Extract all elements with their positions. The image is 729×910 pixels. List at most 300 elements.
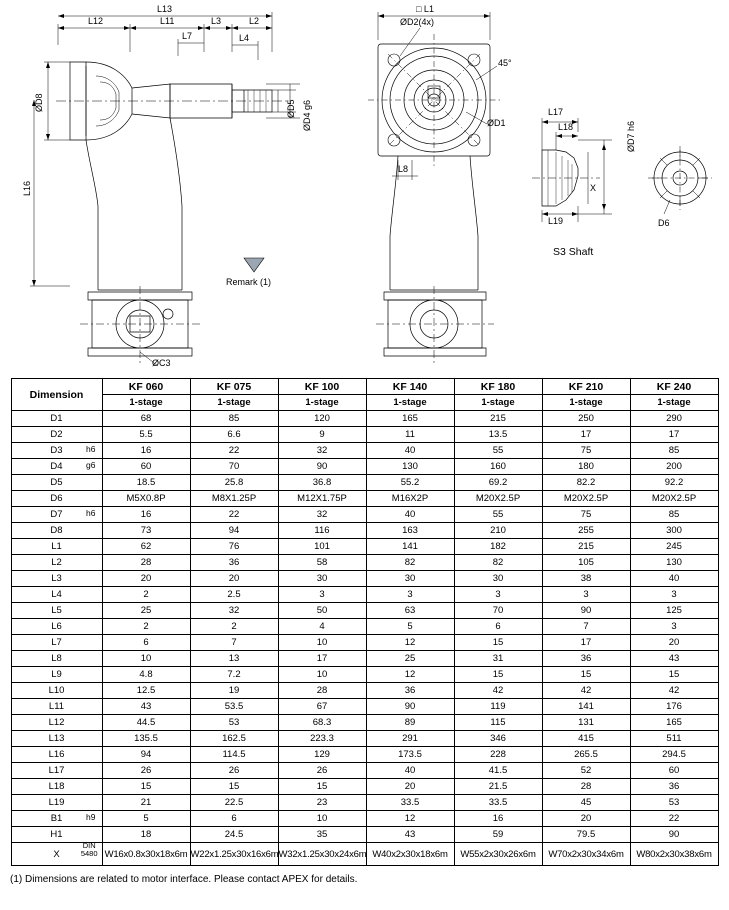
cell: 50 <box>278 603 366 619</box>
cell: 228 <box>454 747 542 763</box>
cell: 60 <box>630 763 718 779</box>
row-label-D1 <box>11 411 102 427</box>
cell: 55.2 <box>366 475 454 491</box>
cell: 7 <box>190 635 278 651</box>
cell: 19 <box>190 683 278 699</box>
row-name: D5 <box>50 477 63 488</box>
cell: 53 <box>190 715 278 731</box>
cell: W55x2x30x26x6m <box>454 843 542 866</box>
cell: 10 <box>278 811 366 827</box>
cell: 6 <box>190 811 278 827</box>
cell: 44.5 <box>102 715 190 731</box>
cell: 2 <box>102 619 190 635</box>
table-row <box>11 795 718 811</box>
row-name: L19 <box>48 797 65 808</box>
cell: 82.2 <box>542 475 630 491</box>
cell: 5 <box>102 811 190 827</box>
cell: 40 <box>366 763 454 779</box>
header-model-3: KF 140 <box>366 379 454 395</box>
row-label-X <box>11 843 102 866</box>
row-label-D2 <box>11 427 102 443</box>
cell: 22 <box>190 443 278 459</box>
cell: 130 <box>366 459 454 475</box>
cell: 3 <box>630 619 718 635</box>
cell: 4 <box>278 619 366 635</box>
cell: 28 <box>278 683 366 699</box>
row-label-L6 <box>11 619 102 635</box>
cell: 90 <box>630 827 718 843</box>
row-label-L11 <box>11 699 102 715</box>
cell: 36 <box>630 779 718 795</box>
row-label-L1 <box>11 539 102 555</box>
standard-line1: DIN <box>82 841 96 850</box>
cell: M20X2.5P <box>542 491 630 507</box>
row-tol: h6 <box>86 508 96 518</box>
dimension-table <box>11 378 719 866</box>
cell: 25 <box>102 603 190 619</box>
row-name: D3 <box>50 445 63 456</box>
cell: M12X1.75P <box>278 491 366 507</box>
row-label-L18 <box>11 779 102 795</box>
cell: 15 <box>278 779 366 795</box>
cell: 180 <box>542 459 630 475</box>
cell: 13 <box>190 651 278 667</box>
cell: 94 <box>102 747 190 763</box>
table-row <box>11 779 718 795</box>
cell: 4.8 <box>102 667 190 683</box>
cell: 25.8 <box>190 475 278 491</box>
cell: 22 <box>190 507 278 523</box>
cell: 35 <box>278 827 366 843</box>
table-row <box>11 587 718 603</box>
cell: 43 <box>366 827 454 843</box>
cell: 105 <box>542 555 630 571</box>
cell: 25 <box>366 651 454 667</box>
table-row <box>11 539 718 555</box>
cell: 120 <box>278 411 366 427</box>
cell: 12.5 <box>102 683 190 699</box>
table-row <box>11 427 718 443</box>
cell: 294.5 <box>630 747 718 763</box>
cell: 59 <box>454 827 542 843</box>
cell: 3 <box>366 587 454 603</box>
row-name: D2 <box>50 429 63 440</box>
cell: 21 <box>102 795 190 811</box>
cell: 85 <box>630 507 718 523</box>
table-row <box>11 747 718 763</box>
cell: 36 <box>542 651 630 667</box>
row-standard <box>81 842 98 858</box>
cell: 2.5 <box>190 587 278 603</box>
label-L1: □ L1 <box>416 4 434 14</box>
table-row <box>11 507 718 523</box>
cell: 255 <box>542 523 630 539</box>
cell: 20 <box>542 811 630 827</box>
stage-1: 1-stage <box>190 395 278 411</box>
cell: 101 <box>278 539 366 555</box>
row-label-L4 <box>11 587 102 603</box>
cell: 17 <box>542 427 630 443</box>
cell: 75 <box>542 443 630 459</box>
cell: 36 <box>190 555 278 571</box>
cell: 16 <box>454 811 542 827</box>
table-row <box>11 619 718 635</box>
cell: 28 <box>542 779 630 795</box>
cell: M16X2P <box>366 491 454 507</box>
cell: 42 <box>542 683 630 699</box>
row-name: L17 <box>48 765 65 776</box>
cell: 15 <box>190 779 278 795</box>
row-label-D8 <box>11 523 102 539</box>
cell: 89 <box>366 715 454 731</box>
table-row <box>11 827 718 843</box>
cell: 15 <box>542 667 630 683</box>
table-row <box>11 683 718 699</box>
cell: M5X0.8P <box>102 491 190 507</box>
cell: 7.2 <box>190 667 278 683</box>
cell: 18 <box>102 827 190 843</box>
cell: 53 <box>630 795 718 811</box>
row-label-D5 <box>11 475 102 491</box>
table-row <box>11 811 718 827</box>
cell: M20X2.5P <box>454 491 542 507</box>
cell: 33.5 <box>454 795 542 811</box>
cell: 17 <box>542 635 630 651</box>
cell: 12 <box>366 667 454 683</box>
label-D1: ØD1 <box>487 118 506 128</box>
cell: 15 <box>102 779 190 795</box>
header-model-4: KF 180 <box>454 379 542 395</box>
cell: 20 <box>630 635 718 651</box>
table-row <box>11 715 718 731</box>
cell: 13.5 <box>454 427 542 443</box>
row-name: L3 <box>51 573 62 584</box>
cell: 32 <box>190 603 278 619</box>
cell: 90 <box>366 699 454 715</box>
row-label-L13 <box>11 731 102 747</box>
row-name: L16 <box>48 749 65 760</box>
label-D5: ØD5 <box>286 99 296 118</box>
cell: 215 <box>454 411 542 427</box>
row-label-L5 <box>11 603 102 619</box>
table-row <box>11 523 718 539</box>
cell: 69.2 <box>454 475 542 491</box>
cell: 23 <box>278 795 366 811</box>
cell: 85 <box>190 411 278 427</box>
label-L19: L19 <box>548 216 564 226</box>
row-name: L6 <box>51 621 62 632</box>
row-label-L10 <box>11 683 102 699</box>
label-X: X <box>590 183 597 193</box>
cell: 28 <box>102 555 190 571</box>
cell: 5 <box>366 619 454 635</box>
cell: 82 <box>454 555 542 571</box>
label-L12: L12 <box>88 16 104 26</box>
cell: W22x1.25x30x16x6m <box>190 843 278 866</box>
cell: 16 <box>102 443 190 459</box>
row-label-D3 <box>11 443 102 459</box>
cell: 70 <box>190 459 278 475</box>
row-label-L2 <box>11 555 102 571</box>
table-header-row <box>11 379 718 395</box>
cell: W32x1.25x30x24x6m <box>278 843 366 866</box>
row-name: L13 <box>48 733 65 744</box>
cell: 290 <box>630 411 718 427</box>
label-L11: L11 <box>160 16 175 26</box>
cell: 6 <box>454 619 542 635</box>
cell: 131 <box>542 715 630 731</box>
table-row <box>11 491 718 507</box>
row-name: D7 <box>50 509 63 520</box>
cell: 70 <box>454 603 542 619</box>
cell: 26 <box>190 763 278 779</box>
stage-3: 1-stage <box>366 395 454 411</box>
cell: W70x2x30x34x6m <box>542 843 630 866</box>
cell: 135.5 <box>102 731 190 747</box>
cell: 11 <box>366 427 454 443</box>
standard-line2: 5480 <box>80 849 98 858</box>
cell: 10 <box>102 651 190 667</box>
cell: 114.5 <box>190 747 278 763</box>
row-name: L12 <box>48 717 65 728</box>
cell: 12 <box>366 635 454 651</box>
cell: 30 <box>278 571 366 587</box>
cell: 511 <box>630 731 718 747</box>
cell: 300 <box>630 523 718 539</box>
table-row <box>11 763 718 779</box>
cell: 73 <box>102 523 190 539</box>
cell: 40 <box>366 443 454 459</box>
cell: 15 <box>630 667 718 683</box>
row-tol: h6 <box>86 444 96 454</box>
cell: 42 <box>454 683 542 699</box>
header-model-1: KF 075 <box>190 379 278 395</box>
cell: 92.2 <box>630 475 718 491</box>
row-name: L4 <box>51 589 62 600</box>
cell: 3 <box>454 587 542 603</box>
cell: 291 <box>366 731 454 747</box>
cell: 17 <box>278 651 366 667</box>
cell: 79.5 <box>542 827 630 843</box>
cell: 32 <box>278 507 366 523</box>
cell: 215 <box>542 539 630 555</box>
stage-5: 1-stage <box>542 395 630 411</box>
row-label-L7 <box>11 635 102 651</box>
cell: 10 <box>278 667 366 683</box>
table-row <box>11 699 718 715</box>
cell: 38 <box>542 571 630 587</box>
header-model-5: KF 210 <box>542 379 630 395</box>
cell: 2 <box>190 619 278 635</box>
cell: 60 <box>102 459 190 475</box>
row-name: L5 <box>51 605 62 616</box>
cell: 6.6 <box>190 427 278 443</box>
row-name: D6 <box>50 493 63 504</box>
row-name: L11 <box>48 701 65 712</box>
cell: 76 <box>190 539 278 555</box>
label-L17: L17 <box>548 107 564 117</box>
label-L2: L2 <box>249 16 260 26</box>
cell: 52 <box>542 763 630 779</box>
row-label-B1 <box>11 811 102 827</box>
table-row <box>11 475 718 491</box>
cell: 346 <box>454 731 542 747</box>
cell: 265.5 <box>542 747 630 763</box>
cell: 20 <box>102 571 190 587</box>
cell: 7 <box>542 619 630 635</box>
stage-2: 1-stage <box>278 395 366 411</box>
cell: 141 <box>366 539 454 555</box>
cell: 415 <box>542 731 630 747</box>
cell: 182 <box>454 539 542 555</box>
cell: 26 <box>102 763 190 779</box>
cell: 58 <box>278 555 366 571</box>
cell: 176 <box>630 699 718 715</box>
cell: 163 <box>366 523 454 539</box>
table-row-x <box>11 843 718 866</box>
label-D8: ØD8 <box>34 93 44 112</box>
row-tol: g6 <box>86 460 96 470</box>
row-label-L17 <box>11 763 102 779</box>
row-label-L12 <box>11 715 102 731</box>
row-name: B1 <box>50 813 63 824</box>
cell: 125 <box>630 603 718 619</box>
cell: 20 <box>190 571 278 587</box>
drawing-svg <box>0 0 729 372</box>
label-remark: Remark (1) <box>226 277 272 287</box>
header-model-6: KF 240 <box>630 379 718 395</box>
cell: 53.5 <box>190 699 278 715</box>
row-label-D6 <box>11 491 102 507</box>
header-model-0: KF 060 <box>102 379 190 395</box>
cell: 3 <box>542 587 630 603</box>
table-row <box>11 459 718 475</box>
cell: 22 <box>630 811 718 827</box>
cell: 41.5 <box>454 763 542 779</box>
cell: 116 <box>278 523 366 539</box>
cell: 30 <box>366 571 454 587</box>
cell: 119 <box>454 699 542 715</box>
row-name: H1 <box>50 829 63 840</box>
table-row <box>11 635 718 651</box>
cell: 6 <box>102 635 190 651</box>
cell: W16x0.8x30x18x6m <box>102 843 190 866</box>
row-name: L18 <box>48 781 65 792</box>
cell: M20X2.5P <box>630 491 718 507</box>
stage-6: 1-stage <box>630 395 718 411</box>
cell: 12 <box>366 811 454 827</box>
cell: 129 <box>278 747 366 763</box>
label-D7: ØD7 h6 <box>626 120 636 152</box>
cell: 40 <box>366 507 454 523</box>
cell: 2 <box>102 587 190 603</box>
header-model-2: KF 100 <box>278 379 366 395</box>
technical-drawing <box>0 0 729 372</box>
table-row <box>11 571 718 587</box>
row-name: L7 <box>51 637 62 648</box>
cell: 130 <box>630 555 718 571</box>
cell: 165 <box>630 715 718 731</box>
row-name: L8 <box>51 653 62 664</box>
cell: 63 <box>366 603 454 619</box>
cell: W40x2x30x18x6m <box>366 843 454 866</box>
label-L16: L16 <box>22 180 32 196</box>
cell: 210 <box>454 523 542 539</box>
stage-4: 1-stage <box>454 395 542 411</box>
cell: 18.5 <box>102 475 190 491</box>
cell: 3 <box>630 587 718 603</box>
cell: 75 <box>542 507 630 523</box>
table-row <box>11 443 718 459</box>
cell: 36 <box>366 683 454 699</box>
label-C3: ØC3 <box>152 358 171 368</box>
table-stage-row <box>11 395 718 411</box>
table-row <box>11 603 718 619</box>
cell: 82 <box>366 555 454 571</box>
cell: 33.5 <box>366 795 454 811</box>
row-label-D4 <box>11 459 102 475</box>
row-name: D1 <box>50 413 63 424</box>
label-L4: L4 <box>239 33 250 43</box>
cell: 15 <box>454 635 542 651</box>
cell: 5.5 <box>102 427 190 443</box>
table-row <box>11 411 718 427</box>
cell: 45 <box>542 795 630 811</box>
cell: 9 <box>278 427 366 443</box>
cell: W80x2x30x38x6m <box>630 843 718 866</box>
header-dimension: Dimension <box>11 379 102 411</box>
row-label-L19 <box>11 795 102 811</box>
label-45deg: 45° <box>498 58 512 68</box>
table-row <box>11 731 718 747</box>
cell: 115 <box>454 715 542 731</box>
cell: 15 <box>454 667 542 683</box>
footnote: (1) Dimensions are related to motor interface. Please contact APEX for details. <box>10 874 358 885</box>
label-L3: L3 <box>211 16 222 26</box>
cell: 173.5 <box>366 747 454 763</box>
cell: 55 <box>454 507 542 523</box>
cell: 55 <box>454 443 542 459</box>
row-name: D4 <box>50 461 63 472</box>
cell: 94 <box>190 523 278 539</box>
label-L13: L13 <box>157 4 173 14</box>
row-label-D7 <box>11 507 102 523</box>
row-name: D8 <box>50 525 63 536</box>
label-L7: L7 <box>182 31 193 41</box>
row-label-L8 <box>11 651 102 667</box>
row-name: L1 <box>51 541 62 552</box>
cell: 200 <box>630 459 718 475</box>
cell: 160 <box>454 459 542 475</box>
cell: 17 <box>630 427 718 443</box>
cell: 16 <box>102 507 190 523</box>
cell: 20 <box>366 779 454 795</box>
cell: 26 <box>278 763 366 779</box>
cell: 223.3 <box>278 731 366 747</box>
cell: 42 <box>630 683 718 699</box>
cell: 22.5 <box>190 795 278 811</box>
stage-0: 1-stage <box>102 395 190 411</box>
label-D6: D6 <box>658 218 670 228</box>
label-D2: ØD2(4x) <box>400 17 435 27</box>
cell: 10 <box>278 635 366 651</box>
cell: 62 <box>102 539 190 555</box>
row-name: X <box>53 848 60 860</box>
cell: 90 <box>542 603 630 619</box>
cell: 165 <box>366 411 454 427</box>
cell: M8X1.25P <box>190 491 278 507</box>
cell: 67 <box>278 699 366 715</box>
